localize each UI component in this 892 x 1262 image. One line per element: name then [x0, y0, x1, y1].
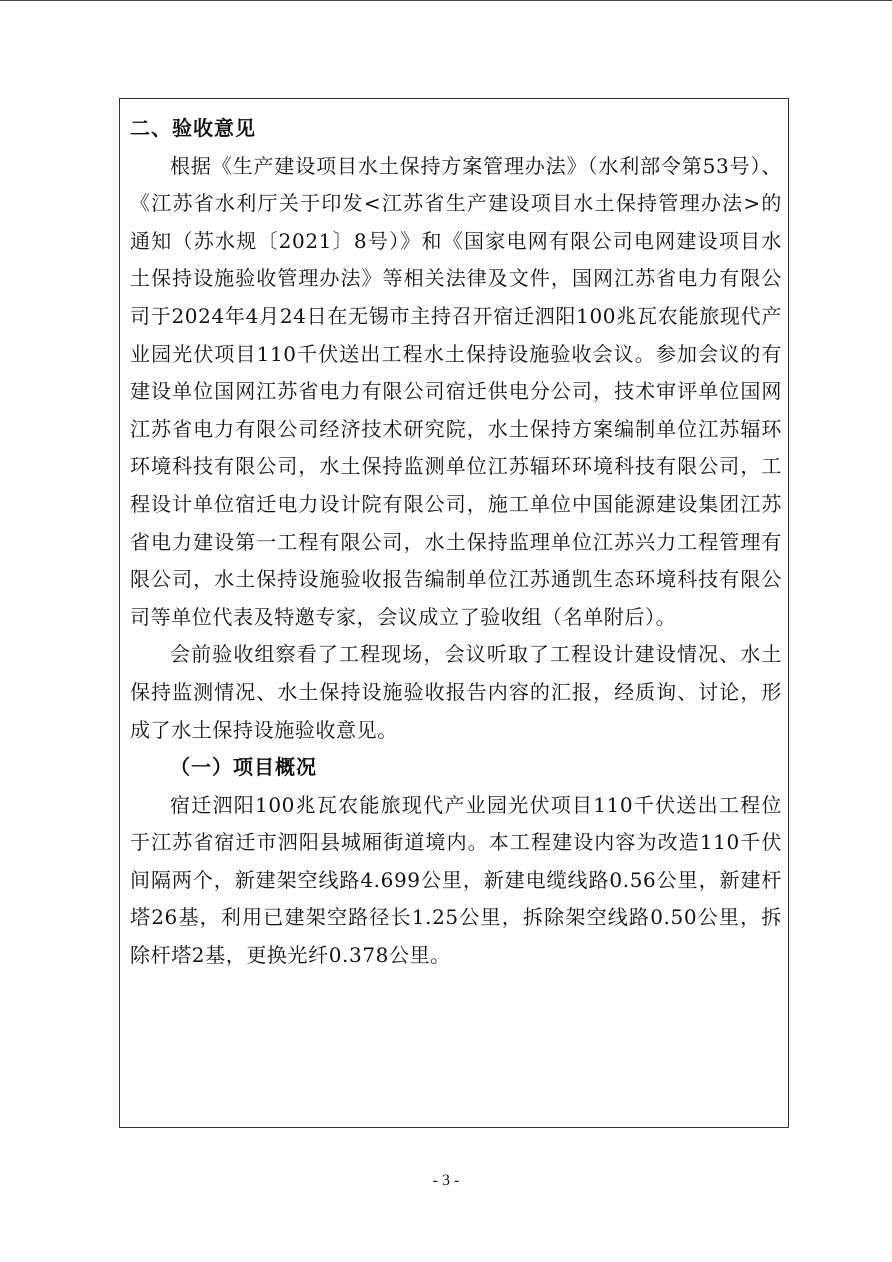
top-rule [0, 0, 892, 1]
document-body [130, 110, 782, 975]
paragraph-overview: 宿迁泗阳100兆瓦农能旅现代产业园光伏项目110千伏送出工程位于江苏省宿迁市泗阳县城厢街道境内。本工程建设内容为改造110千伏间隔两个，新建架空线路4.699公里，新建电缆线路0.56公里，新建杆塔26基，利用已建架空路径长1.25公里，拆除架空线路0.50公里，拆除杆塔2基，更换光纤0.378公里。 [130, 792, 782, 968]
section-heading: 二、验收意见 [130, 116, 256, 140]
paragraph-basis: 根据《生产建设项目水土保持方案管理办法》（水利部令第53号）、《江苏省水利厅关于印发<江苏省生产建设项目水土保持管理办法>的通知（苏水规〔2021〕8号）》和《国家电网有限公司电网建设项目水土保持设施验收管理办法》等相关法律及文件，国网江苏省电力有限公司于2024年4月24日在无锡市主持召开宿迁泗阳100兆瓦农能旅现代产业园光伏项目110千伏送出工程水土保持设施验收会议。参加会议的有建设单位国网江苏省电力有限公司宿迁供电分公司，技术审评单位国网江苏省电力有限公司经济技术研究院，水土保持方案编制单位江苏辐环环境科技有限公司，水土保持监测单位江苏辐环环境科技有限公司，工程设计单位宿迁电力设计院有限公司，施工单位中国能源建设集团江苏省电力建设第一工程有限公司，水土保持监理单位江苏兴力工程管理有限公司，水土保持设施验收报告编制单位江苏通凯生态环境科技有限公司等单位代表及特邀专家，会议成立了验收组（名单附后）。 [130, 153, 782, 629]
paragraph-meeting: 会前验收组察看了工程现场，会议听取了工程设计建设情况、水土保持监测情况、水土保持设施验收报告内容的汇报，经质询、讨论，形成了水土保持设施验收意见。 [130, 642, 782, 742]
page-number: - 3 - [432, 1172, 460, 1189]
subsection-heading: （一）项目概况 [170, 755, 317, 780]
